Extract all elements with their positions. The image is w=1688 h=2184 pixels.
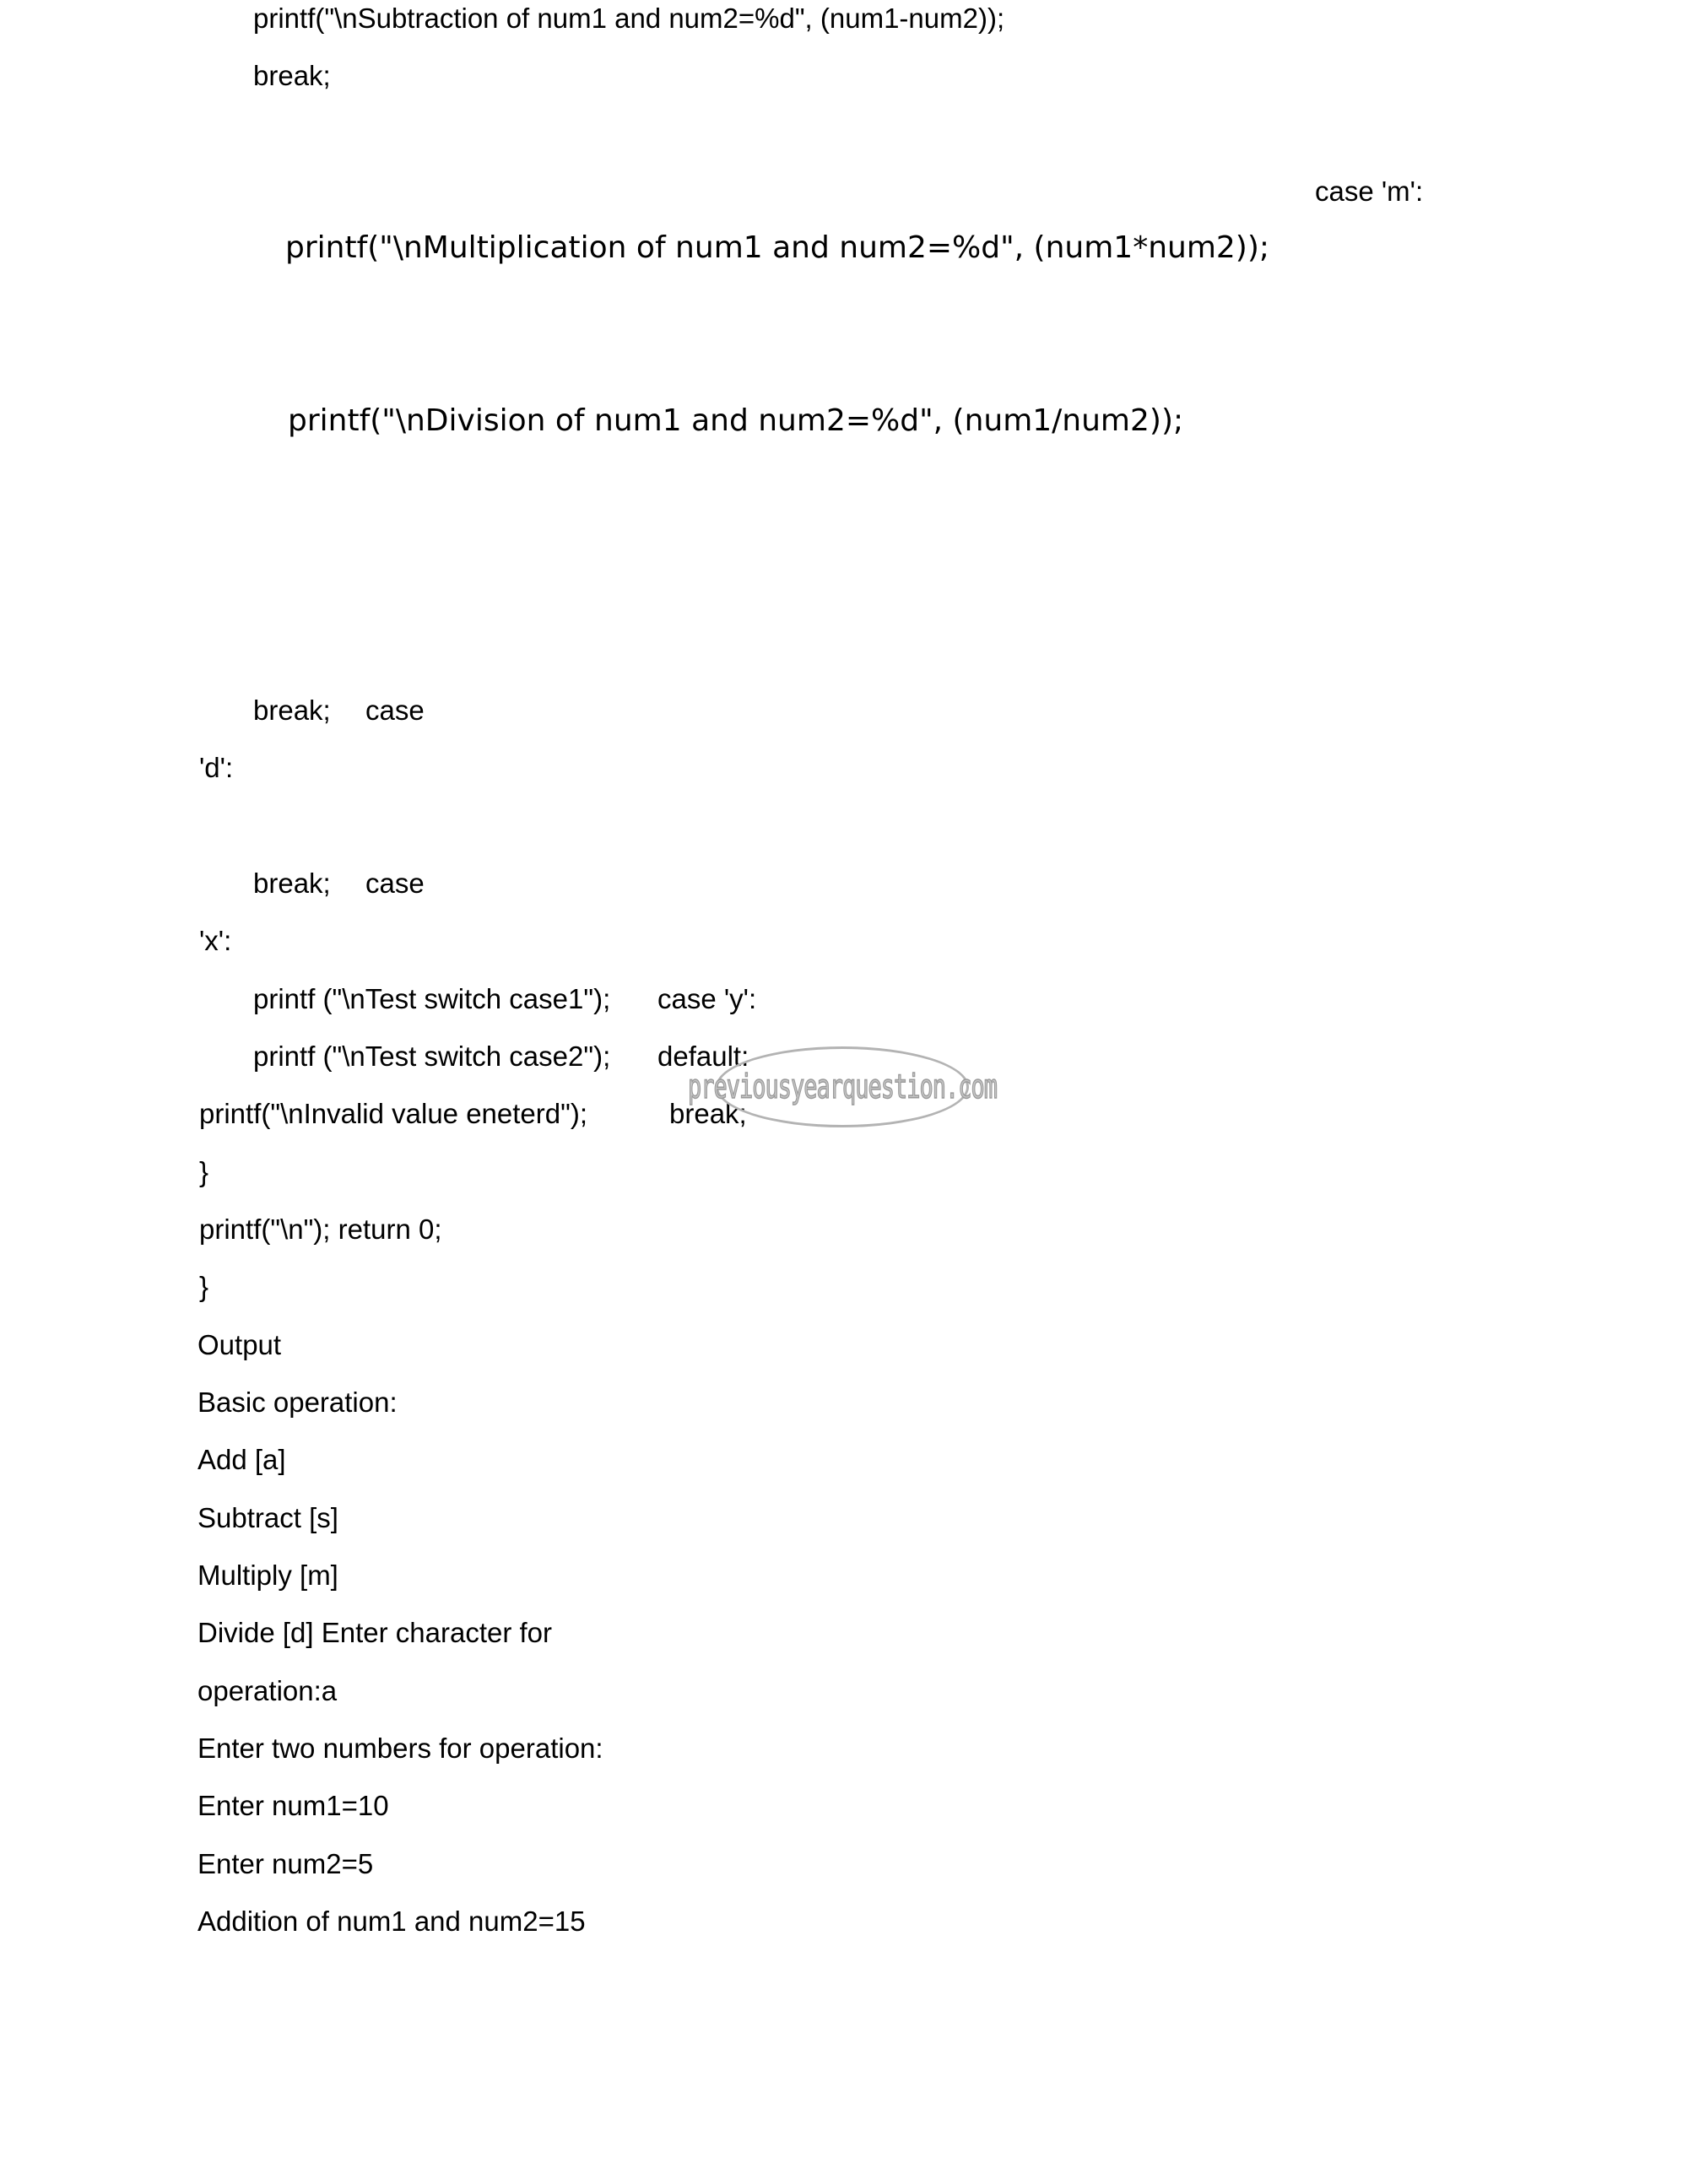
code-line-case: case: [365, 868, 425, 899]
code-line-invalid-value: printf("\nInvalid value eneterd");: [199, 1098, 588, 1129]
code-line-division: printf("\nDivision of num1 and num2=%d", (num1/num2));: [288, 403, 1184, 438]
code-line-case-x-label: 'x':: [199, 925, 232, 956]
code-line-case-d-label: 'd':: [199, 752, 234, 783]
code-line-multiplication: printf("\nMultiplication of num1 and num2=%d", (num1*num2));: [285, 230, 1270, 265]
code-line-default: default:: [657, 1041, 749, 1072]
output-line: Enter num1=10: [197, 1790, 389, 1821]
code-line-break: break;: [669, 1098, 747, 1129]
output-line: Basic operation:: [197, 1387, 398, 1418]
output-line: Enter num2=5: [197, 1848, 374, 1879]
output-line: Divide [d] Enter character for: [197, 1617, 553, 1648]
output-line: operation:a: [197, 1675, 338, 1706]
output-line: Addition of num1 and num2=15: [197, 1906, 586, 1937]
code-line-case-m: case 'm':: [1315, 176, 1424, 207]
watermark-text: previousyearquestion.com: [687, 1068, 998, 1106]
code-line-subtraction: printf("\nSubtraction of num1 and num2=%d", (num1-num2));: [253, 3, 1005, 34]
code-line-closing-brace: }: [199, 1271, 209, 1302]
output-heading: Output: [197, 1329, 282, 1360]
output-line: Add [a]: [197, 1444, 286, 1475]
code-line-closing-brace: }: [199, 1156, 209, 1187]
code-line-break: break;: [253, 60, 331, 91]
code-line-case: case: [365, 695, 425, 726]
code-line-return: printf("\n"); return 0;: [199, 1214, 442, 1245]
output-line: Multiply [m]: [197, 1560, 338, 1591]
code-line-test-case2: printf ("\nTest switch case2");: [253, 1041, 611, 1072]
output-line: Subtract [s]: [197, 1502, 338, 1533]
code-line-test-case1: printf ("\nTest switch case1");: [253, 983, 611, 1014]
code-line-break: break;: [253, 868, 331, 899]
output-line: Enter two numbers for operation:: [197, 1733, 603, 1764]
code-line-case-y: case 'y':: [657, 983, 757, 1014]
code-line-break: break;: [253, 695, 331, 726]
